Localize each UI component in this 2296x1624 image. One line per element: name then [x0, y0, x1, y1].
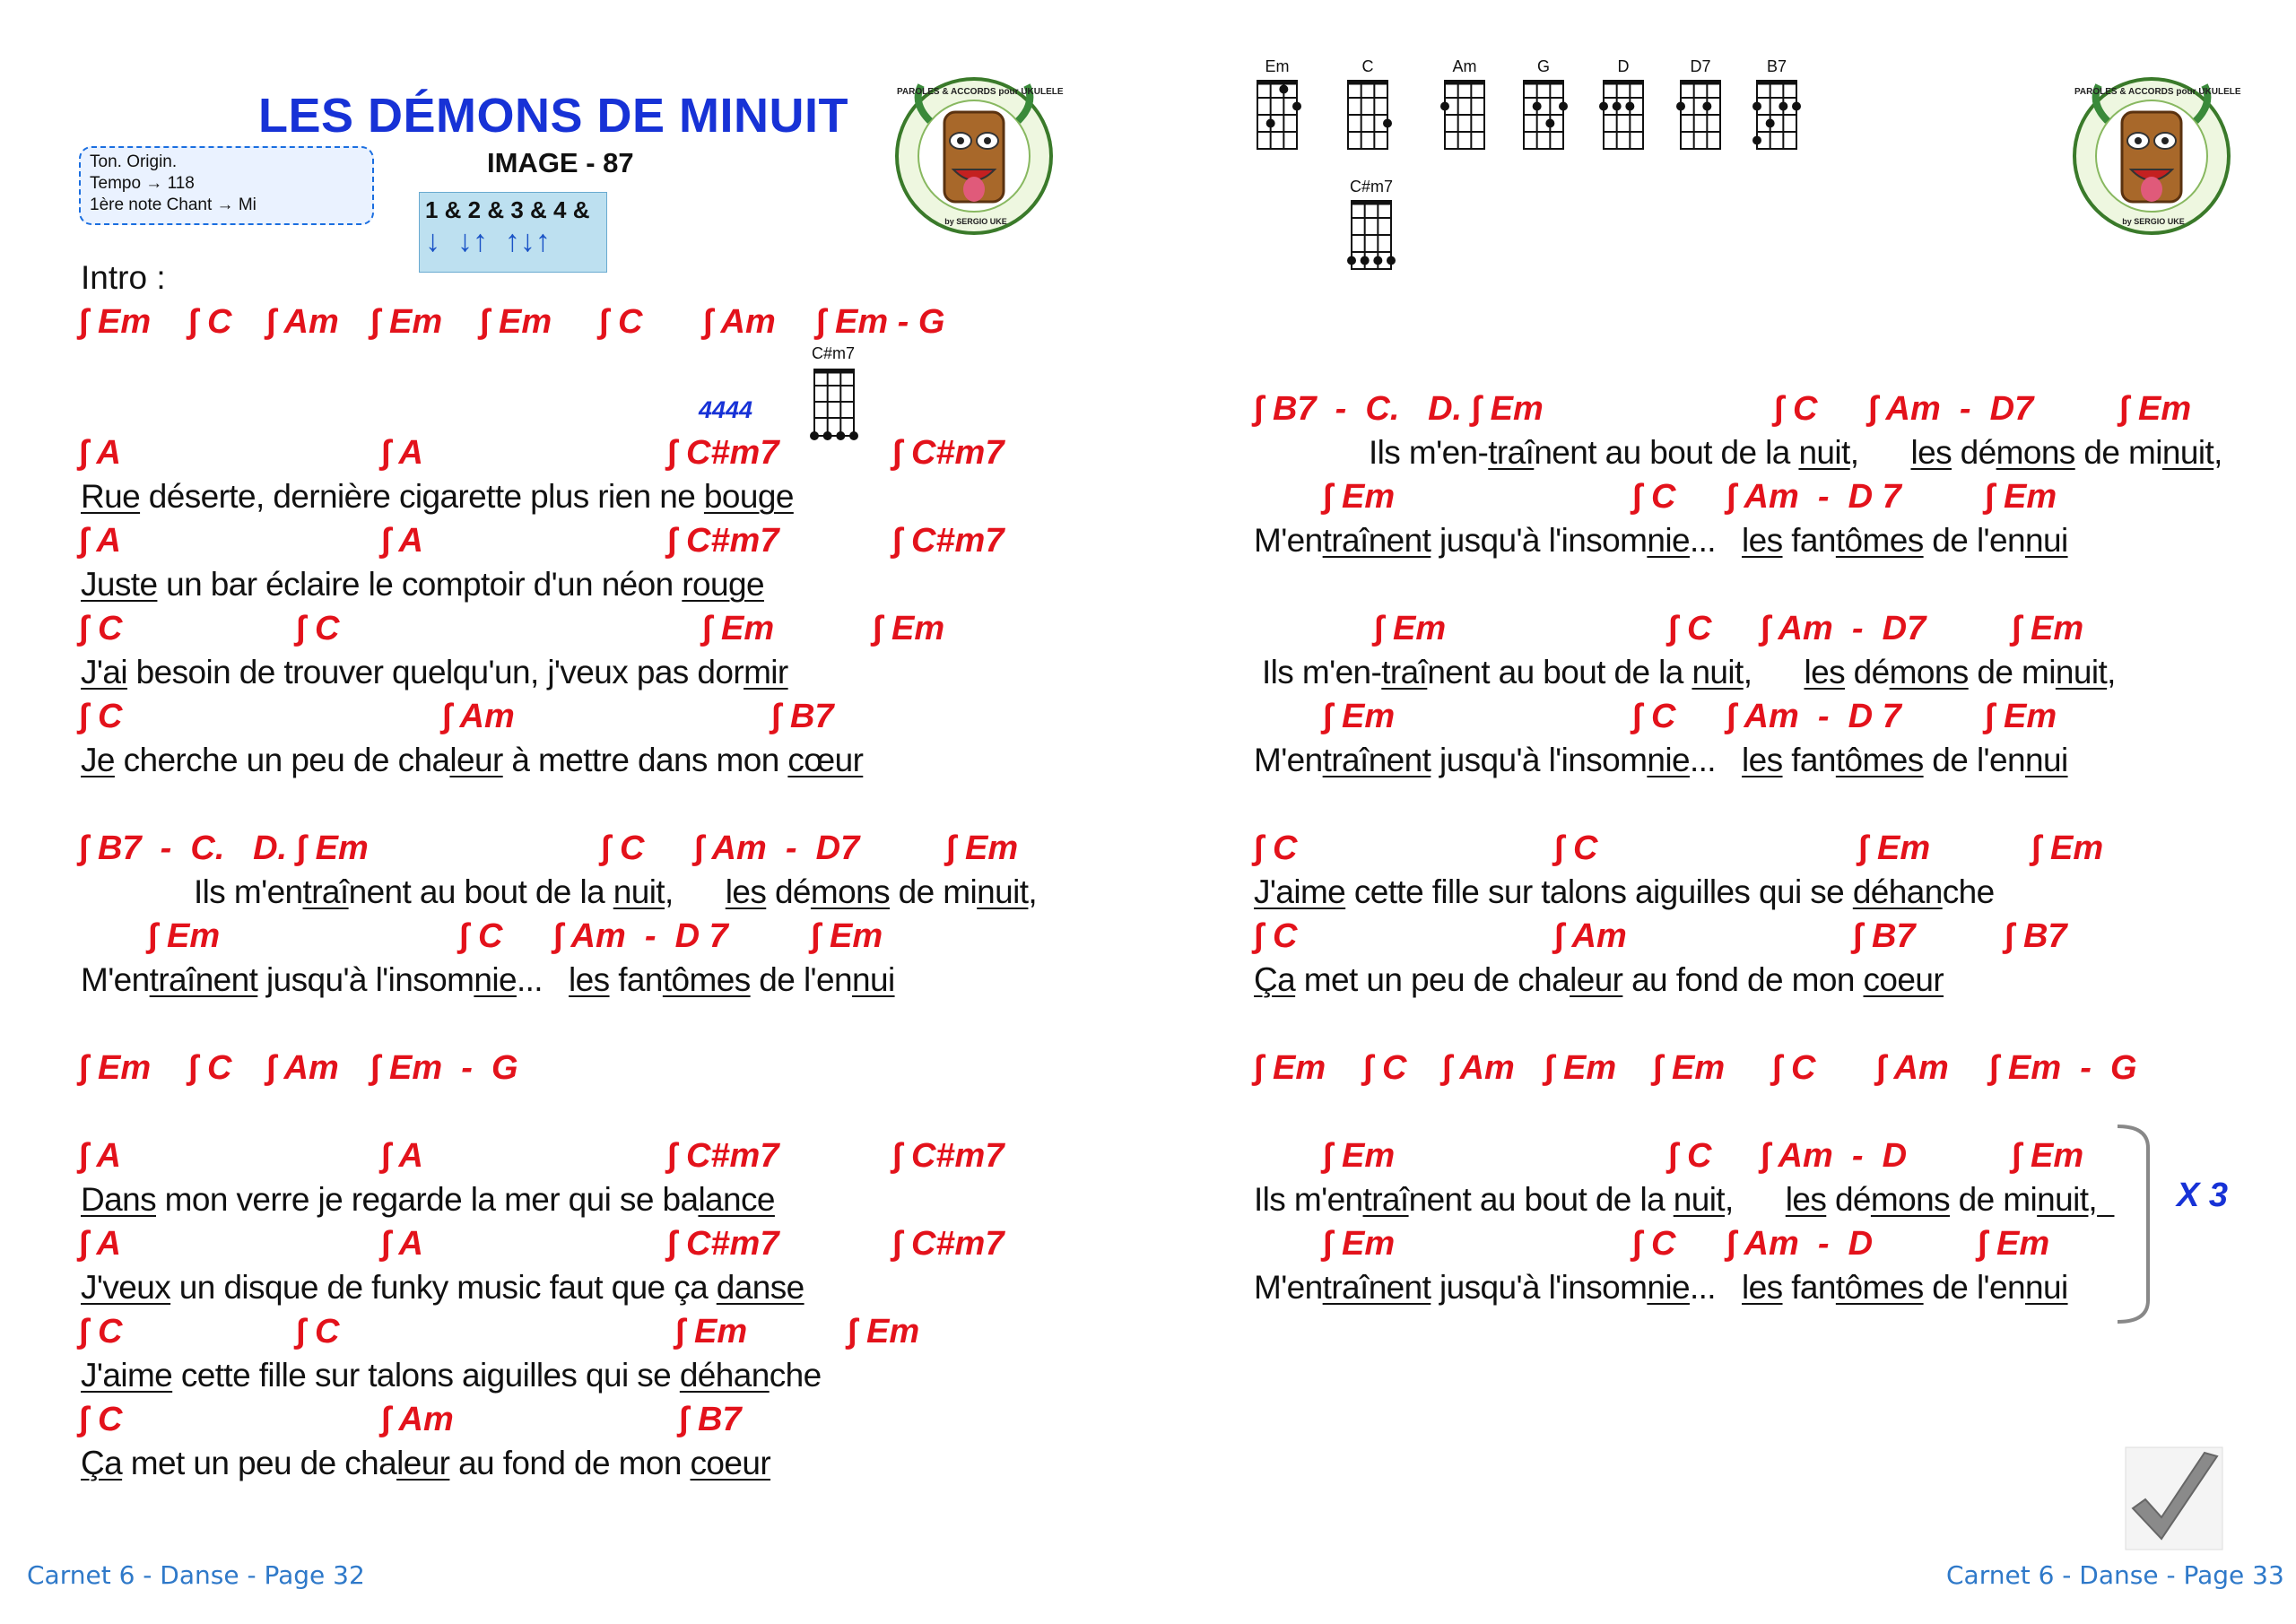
song-title: LES DÉMONS DE MINUIT — [258, 89, 849, 143]
chord: ∫ Em — [370, 303, 443, 341]
chord-diagram-am-icon — [1439, 77, 1493, 158]
strum-arrows: ↓ ↓↑ ↑↓↑ — [425, 224, 551, 258]
lyric-line — [81, 738, 863, 783]
stressed-syllable: nie — [1647, 522, 1690, 559]
chord: ∫ Am — [1554, 917, 1627, 955]
lyric-text: , — [665, 873, 726, 910]
stressed-syllable: Juste — [81, 566, 158, 603]
lyric-text: cherche un peu de cha — [114, 742, 450, 778]
stressed-syllable: nuit — [613, 873, 665, 910]
chord: ∫ C — [1668, 1137, 1712, 1175]
chord-line — [0, 606, 2296, 651]
chord: ∫ Em — [1985, 478, 2057, 516]
lyric-text: de mi — [2074, 434, 2162, 471]
checkmark-icon — [2124, 1446, 2224, 1551]
lyric-text: déserte, dernière cigarette plus rien ne — [140, 478, 704, 515]
chord: ∫ Em — [811, 917, 883, 955]
footer-left: Carnet 6 - Danse - Page 32 — [27, 1560, 365, 1590]
stressed-syllable: traînent — [1322, 1269, 1431, 1306]
lyric-text: Ils m'en- — [1369, 434, 1489, 471]
lyric-text: , — [2088, 1181, 2098, 1218]
chord: ∫ A — [79, 1137, 121, 1175]
chord: ∫ C — [1554, 829, 1598, 867]
chord: ∫ Em — [148, 917, 221, 955]
chord: ∫ C — [1254, 917, 1298, 955]
lyric-text: met un peu de cha — [122, 1445, 397, 1481]
chord: ∫ Am - D — [1726, 1225, 1874, 1263]
stressed-syllable: nui — [2024, 522, 2068, 559]
chord: ∫ Em — [480, 303, 552, 341]
chord: ∫ C#m7 — [892, 522, 1004, 560]
chord: ∫ C#m7 — [667, 1137, 779, 1175]
chord: ∫ Am - D 7 — [553, 917, 728, 955]
chord: ∫ Am — [266, 1049, 339, 1087]
chord-diagram-label: Em — [1265, 57, 1290, 75]
chord: ∫ C — [601, 829, 645, 867]
lyric-text: ... — [516, 961, 570, 998]
lyric-text: , — [1725, 1181, 1786, 1218]
lyric-text: de l'en — [1923, 1269, 2025, 1306]
strum-counts: 1 & 2 & 3 & 4 & — [425, 196, 590, 223]
chord: ∫ Em — [702, 610, 775, 647]
chord: ∫ C — [459, 917, 503, 955]
stressed-syllable: nuit — [1673, 1181, 1725, 1218]
stressed-syllable: nuit — [977, 873, 1029, 910]
chord: ∫ Em — [2012, 610, 2084, 647]
chord: ∫ B7 — [1853, 917, 1916, 955]
lyric-text: dé — [1844, 654, 1890, 690]
lyric-line — [1254, 870, 1995, 915]
chord: ∫ C — [599, 303, 643, 341]
chord: ∫ Em — [1653, 1049, 1726, 1087]
lyric-text: , — [2213, 434, 2222, 471]
lyric-text: jusqu'à l'insom — [1431, 522, 1648, 559]
song-subtitle: IMAGE - 87 — [487, 147, 634, 178]
chord: ∫ Em — [848, 1313, 920, 1350]
stressed-syllable: nui — [2024, 1269, 2068, 1306]
chord: ∫ C — [188, 1049, 232, 1087]
stressed-syllable: nuit — [1692, 654, 1744, 690]
chord: ∫ C#m7 — [892, 1137, 1004, 1175]
lyric-text: ... — [1689, 742, 1743, 778]
lyric-text: un bar éclaire le comptoir d'un néon — [157, 566, 683, 603]
lyric-text: de mi — [1968, 654, 2056, 690]
lyric-text: nent au bout de la — [1534, 434, 1799, 471]
stressed-syllable: leur — [396, 1445, 450, 1481]
lyric-text: fan — [1782, 742, 1836, 778]
stressed-syllable: traî — [1488, 434, 1535, 471]
chord-diagram-label: Am — [1452, 57, 1477, 75]
tiki-logo-icon — [2072, 76, 2241, 236]
lyric-text: besoin de trouver quelqu'un, j'veux pas dor — [126, 654, 744, 690]
stressed-syllable: leur — [449, 742, 503, 778]
lyric-line — [1369, 430, 2222, 475]
lyric-text: jusqu'à l'insom — [1431, 1269, 1648, 1306]
chord-line — [0, 386, 2296, 431]
chord-diagram-label: G — [1536, 57, 1550, 75]
chord: ∫ Em — [1985, 698, 2057, 735]
info-key: Ton. Origin. — [90, 152, 178, 171]
chord-diagram-b7-icon — [1752, 77, 1805, 158]
chord: ∫ Am - D 7 — [1726, 698, 1901, 735]
stressed-syllable: nui — [851, 961, 895, 998]
stressed-syllable: tômes — [1835, 1269, 1924, 1306]
lyric-text: Ils m'en- — [1262, 654, 1382, 690]
chord: ∫ A — [381, 434, 423, 472]
chord: ∫ Em — [1323, 478, 1396, 516]
lyric-line — [1254, 1177, 2114, 1222]
lyric-text: nent au bout de la — [348, 873, 613, 910]
chord: ∫ Am - D — [1761, 1137, 1908, 1175]
chord: ∫ B7 - C. D. ∫ Em — [1254, 390, 1544, 428]
stressed-syllable: tômes — [662, 961, 751, 998]
stressed-syllable: Dans — [81, 1181, 156, 1218]
chord: ∫ C — [1632, 1225, 1676, 1263]
strum-pattern-box — [419, 192, 607, 273]
stressed-syllable: nuit — [2055, 654, 2108, 690]
chord-diagram-csharp-m7-icon — [1346, 197, 1400, 278]
chord: ∫ C#m7 — [667, 434, 779, 472]
chord-line — [0, 1133, 2296, 1178]
lyric-text: de l'en — [1923, 742, 2025, 778]
lyric-text: de mi — [889, 873, 978, 910]
lyric-text: au fond de mon — [1622, 961, 1864, 998]
chord: ∫ C — [1632, 478, 1676, 516]
chord: ∫ Em — [1254, 1049, 1326, 1087]
stressed-syllable: mons — [810, 873, 890, 910]
lyric-text: M'en — [1254, 522, 1323, 559]
lyric-line — [81, 650, 788, 695]
logo-text-top: PAROLES & ACCORDS pour UKULELE — [897, 87, 1064, 97]
lyric-text: , — [1028, 873, 1038, 910]
lyric-text: ... — [1689, 1269, 1743, 1306]
logo-text-bottom: by SERGIO UKE — [944, 217, 1007, 226]
lyric-text: de l'en — [750, 961, 852, 998]
chord: ∫ C — [1772, 1049, 1816, 1087]
chord: ∫ B7 — [771, 698, 834, 735]
chord-diagram-d-icon — [1598, 77, 1652, 158]
stressed-syllable: les — [569, 961, 610, 998]
chord: ∫ Em - G — [816, 303, 945, 341]
stressed-syllable: déhan — [1852, 873, 1943, 910]
chord: ∫ Em — [2031, 829, 2104, 867]
chord: ∫ Am - D7 — [1761, 610, 1926, 647]
chord: ∫ Am — [1876, 1049, 1949, 1087]
lyric-text: M'en — [1254, 1269, 1323, 1306]
chord: ∫ Am - D 7 — [1726, 478, 1901, 516]
chord: ∫ A — [381, 522, 423, 560]
stressed-syllable: traî — [1381, 654, 1428, 690]
chord: ∫ Em — [79, 303, 152, 341]
fingering-label: 4444 — [699, 396, 753, 423]
stressed-syllable: J'aime — [1254, 873, 1346, 910]
chord-diagram-g-icon — [1518, 77, 1572, 158]
stressed-syllable: J'ai — [81, 654, 127, 690]
chord: ∫ Em — [1544, 1049, 1617, 1087]
chord: ∫ B7 — [2005, 917, 2067, 955]
stressed-syllable: lance — [698, 1181, 775, 1218]
lyric-text: che — [1942, 873, 1995, 910]
chord-diagram-label: D7 — [1690, 57, 1711, 75]
chord: ∫ C#m7 — [667, 522, 779, 560]
chord: ∫ Am - D7 — [694, 829, 860, 867]
lyric-text: jusqu'à l'insom — [257, 961, 474, 998]
chord: ∫ B7 - C. D. ∫ Em — [79, 829, 369, 867]
chord: ∫ A — [79, 1225, 121, 1263]
stressed-syllable: leur — [1570, 961, 1623, 998]
stressed-syllable: cœur — [787, 742, 864, 778]
chord: ∫ C — [1668, 610, 1712, 647]
chord-diagram-label: C#m7 — [1349, 178, 1393, 195]
song-info-box — [79, 146, 374, 225]
chord: ∫ C — [1254, 829, 1298, 867]
stressed-syllable: nie — [1647, 1269, 1690, 1306]
lyric-text: jusqu'à l'insom — [1431, 742, 1648, 778]
lyric-text: dé — [1826, 1181, 1871, 1218]
lyric-text: dé — [766, 873, 811, 910]
footer-right: Carnet 6 - Danse - Page 33 — [1946, 1560, 2284, 1590]
stressed-syllable: les — [725, 873, 767, 910]
lyric-line — [81, 1353, 822, 1398]
chord: ∫ Em — [1323, 698, 1396, 735]
lyric-text: che — [769, 1357, 822, 1394]
chord: ∫ Em — [675, 1313, 748, 1350]
intro-label: Intro : — [81, 259, 166, 296]
lyric-line — [81, 1177, 775, 1222]
lyric-line — [194, 870, 1037, 915]
chord-line — [0, 694, 2296, 739]
stressed-syllable: traînent — [1322, 522, 1431, 559]
chord: ∫ C — [1774, 390, 1818, 428]
chord-line-intro — [0, 300, 2296, 344]
chord: ∫ C — [1363, 1049, 1407, 1087]
chord-diagram-d7-icon — [1675, 77, 1729, 158]
lyric-text: à mettre dans mon — [502, 742, 788, 778]
chord: ∫ Am - D7 — [1868, 390, 2034, 428]
stressed-syllable: les — [1742, 742, 1783, 778]
logo-text-top: PAROLES & ACCORDS pour UKULELE — [2074, 87, 2241, 97]
lyric-text: ... — [1689, 522, 1743, 559]
lyric-text: met un peu de cha — [1295, 961, 1570, 998]
chord: ∫ C — [79, 1401, 123, 1438]
lyric-text: cette fille sur talons aiguilles qui se — [172, 1357, 680, 1394]
chord: ∫ A — [79, 434, 121, 472]
chord-diagram-label: C#m7 — [811, 344, 855, 362]
stressed-syllable: traînent — [149, 961, 258, 998]
chord-line — [0, 826, 2296, 871]
chord-line — [0, 1397, 2296, 1442]
chord: ∫ C#m7 — [667, 1225, 779, 1263]
lyric-line — [1254, 738, 2068, 783]
chord: ∫ C — [296, 1313, 340, 1350]
chord: ∫ Em — [1978, 1225, 2050, 1263]
chord-diagram-em-icon — [1252, 77, 1306, 158]
stressed-syllable: nie — [474, 961, 517, 998]
stressed-syllable: Ça — [1254, 961, 1296, 998]
stressed-syllable: les — [1910, 434, 1952, 471]
stressed-syllable: tômes — [1835, 742, 1924, 778]
stressed-syllable: mons — [1889, 654, 1969, 690]
stressed-syllable: nuit — [2161, 434, 2214, 471]
lyric-line — [81, 1265, 804, 1310]
stressed-syllable: les — [1804, 654, 1845, 690]
chord: ∫ Em — [2012, 1137, 2084, 1175]
chord-line — [0, 1309, 2296, 1354]
logo-text-bottom: by SERGIO UKE — [2122, 217, 2185, 226]
lyric-text: nent au bout de la — [1427, 654, 1692, 690]
chord: ∫ C — [188, 303, 232, 341]
stressed-syllable: Ça — [81, 1445, 123, 1481]
lyric-text: cette fille sur talons aiguilles qui se — [1345, 873, 1853, 910]
chord-diagram-label: C — [1361, 57, 1374, 75]
chord: ∫ Em — [873, 610, 945, 647]
chord-diagram-label: B7 — [1766, 57, 1787, 75]
repeat-bracket-icon — [2112, 1121, 2166, 1327]
lyric-line — [81, 1441, 770, 1486]
chord-line — [0, 1221, 2296, 1266]
chord-line-interlude — [0, 1046, 2296, 1090]
stressed-syllable: traî — [302, 873, 349, 910]
stressed-syllable: J'aime — [81, 1357, 173, 1394]
stressed-syllable: coeur — [690, 1445, 771, 1481]
tiki-logo-icon — [894, 76, 1064, 236]
chord: ∫ C — [1632, 698, 1676, 735]
stressed-syllable: mons — [1870, 1181, 1950, 1218]
chord: ∫ C — [79, 1313, 123, 1350]
chord: ∫ Em - G — [1989, 1049, 2137, 1087]
lyric-text: Ils m'en — [194, 873, 303, 910]
lyric-text: , — [1849, 434, 1911, 471]
chord: ∫ B7 — [679, 1401, 742, 1438]
chord-diagram-c-icon — [1343, 77, 1396, 158]
stressed-syllable: traînent — [1322, 742, 1431, 778]
lyric-text: nent au bout de la — [1408, 1181, 1674, 1218]
stressed-syllable: traî — [1362, 1181, 1409, 1218]
stressed-syllable: les — [1742, 522, 1783, 559]
chord: ∫ C — [296, 610, 340, 647]
chord: ∫ Am — [381, 1401, 454, 1438]
lyric-text: M'en — [1254, 742, 1323, 778]
chord: ∫ Am — [1442, 1049, 1515, 1087]
chord: ∫ Am — [703, 303, 776, 341]
chord: ∫ Em — [1323, 1137, 1396, 1175]
chord: ∫ Em — [946, 829, 1019, 867]
stressed-syllable: les — [1742, 1269, 1783, 1306]
chord-line — [0, 914, 2296, 959]
chord: ∫ Em — [1858, 829, 1931, 867]
chord: ∫ C — [79, 698, 123, 735]
info-first-note: 1ère note Chant → Mi — [90, 195, 257, 214]
lyric-text: un disque de funky music faut que ça — [170, 1269, 717, 1306]
stressed-syllable: déhan — [679, 1357, 770, 1394]
lyric-text: Ils m'en — [1254, 1181, 1363, 1218]
stressed-syllable: J'veux — [81, 1269, 171, 1306]
stressed-syllable: coeur — [1863, 961, 1944, 998]
chord: ∫ Am — [266, 303, 339, 341]
chord: ∫ C — [79, 610, 123, 647]
lyric-text: , — [1743, 654, 1805, 690]
lyric-line — [81, 958, 895, 1003]
lyric-text: fan — [1782, 1269, 1836, 1306]
lyric-text: de l'en — [1923, 522, 2025, 559]
stressed-syllable: mons — [1996, 434, 2075, 471]
lyric-text: de mi — [1949, 1181, 2038, 1218]
lyric-text: , — [2107, 654, 2116, 690]
chord: ∫ Em — [1323, 1225, 1396, 1263]
stressed-syllable: bouge — [703, 478, 794, 515]
stressed-syllable: nie — [1647, 742, 1690, 778]
stressed-syllable: Rue — [81, 478, 141, 515]
stressed-syllable: nuit — [1798, 434, 1850, 471]
stressed-syllable: nuit — [2037, 1181, 2089, 1218]
lyric-text: fan — [1782, 522, 1836, 559]
stressed-syllable: Je — [81, 742, 115, 778]
stressed-syllable: mir — [744, 654, 788, 690]
chord: ∫ C#m7 — [892, 1225, 1004, 1263]
chord: ∫ C#m7 — [892, 434, 1004, 472]
stressed-syllable: danse — [716, 1269, 804, 1306]
lyric-line — [1254, 518, 2068, 563]
lyric-line — [1262, 650, 2116, 695]
stressed-syllable: les — [1785, 1181, 1827, 1218]
lyric-text: mon verre je regarde la mer qui se ba — [155, 1181, 699, 1218]
chord: ∫ A — [381, 1225, 423, 1263]
lyric-text: fan — [609, 961, 663, 998]
repeat-count: X 3 — [2177, 1177, 2229, 1214]
chord: ∫ A — [381, 1137, 423, 1175]
lyric-line — [1254, 958, 1944, 1003]
lyric-line — [1254, 1265, 2068, 1310]
lyric-text: au fond de mon — [449, 1445, 691, 1481]
chord: ∫ Am — [442, 698, 515, 735]
lyric-text: dé — [1951, 434, 1996, 471]
lyric-line — [81, 562, 764, 607]
stressed-syllable: tômes — [1835, 522, 1924, 559]
chord: ∫ Em - G — [370, 1049, 518, 1087]
info-tempo: Tempo → 118 — [90, 174, 195, 193]
stressed-syllable: rouge — [682, 566, 764, 603]
chord-line — [0, 474, 2296, 519]
lyric-text: M'en — [81, 961, 150, 998]
chord-diagram-label: D — [1617, 57, 1630, 75]
chord: ∫ A — [79, 522, 121, 560]
chord: ∫ Em — [1374, 610, 1447, 647]
chord: ∫ Em — [79, 1049, 152, 1087]
stressed-syllable: nui — [2024, 742, 2068, 778]
chord: ∫ Em — [2119, 390, 2192, 428]
